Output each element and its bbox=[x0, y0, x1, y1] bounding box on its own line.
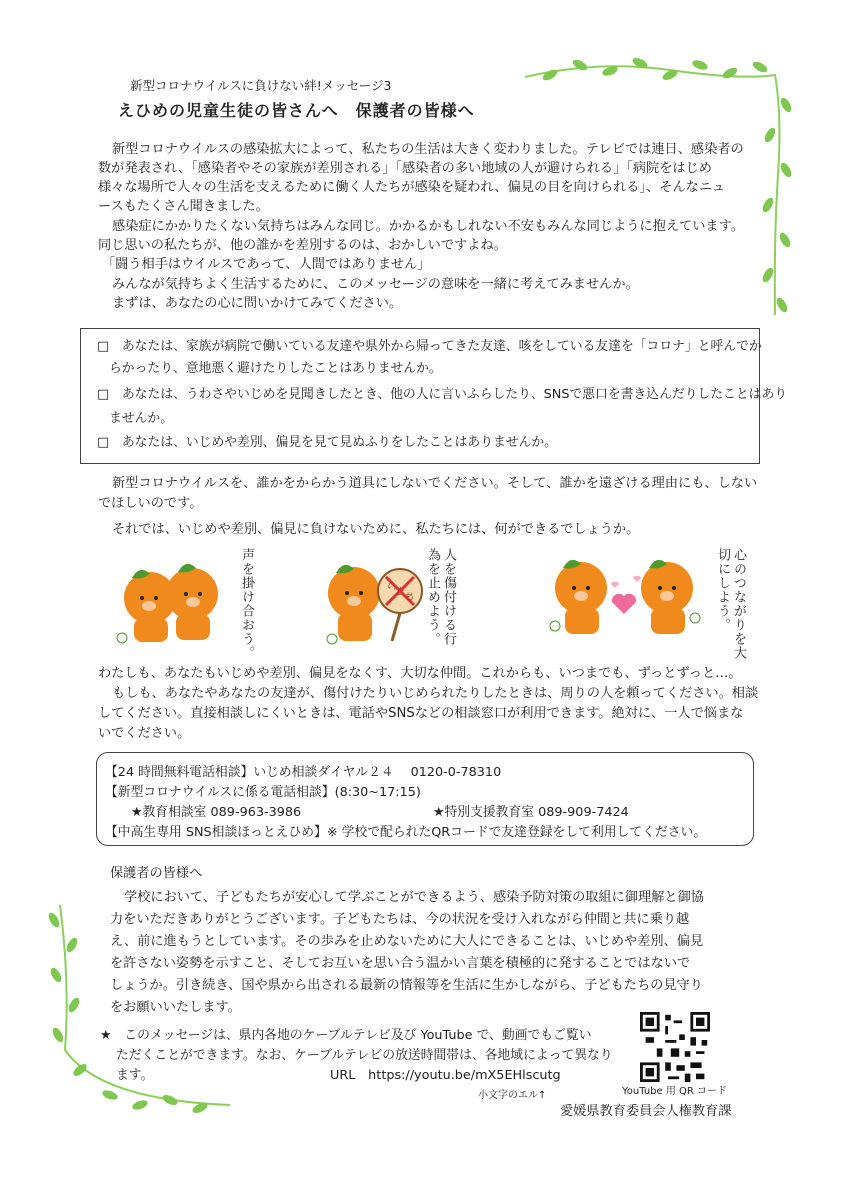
intro-line: 新型コロナウイルスの感染拡大によって、私たちの生活は大きく変わりました。テレビでは連日、感染者の bbox=[112, 142, 744, 157]
parents-line: え、前に進もうとしています。その歩みを止めないために大人にできることは、いじめや差別、偏見 bbox=[110, 934, 704, 949]
parents-line: を許さない姿勢を示すこと、そしてお互いを思い合う温かい言葉を積極的に発することではないで bbox=[110, 956, 691, 971]
mascot-hearts-illustration bbox=[545, 552, 710, 642]
video-note-line: ます。 bbox=[116, 1068, 154, 1083]
contact-24h-dial: 【24 時間無料電話相談】いじめ相談ダイヤル２４ 0120-0-78310 bbox=[105, 765, 502, 780]
intro-line: 様々な場所で人々の生活を支えるために働く人たちが感染を疑われ、偏見の目を向けられる」、そんなニュ bbox=[98, 180, 726, 195]
closing-line: わたしも、あなたもいじめや差別、偏見をなくす、大切な仲間。これからも、いつまでも、ずっとずっと…。 bbox=[98, 666, 742, 681]
mascot-pair-illustration bbox=[110, 560, 240, 650]
intro-line: まずは、あなたの心に問いかけてみてください。 bbox=[112, 296, 403, 311]
parents-heading: 保護者の皆様へ bbox=[110, 866, 203, 881]
parents-line: 力をいただきありがとうございます。子どもたちは、今の状況を受け入れながら仲間と共に乗り越 bbox=[110, 912, 690, 927]
page-title: えひめの児童生徒の皆さんへ 保護者の皆様へ bbox=[118, 101, 475, 120]
check-item: □ あなたは、うわさやいじめを見聞きしたとき、他の人に言いふらしたり、SNSで悪口を書き込んだりしたことはあり bbox=[97, 387, 788, 402]
video-note-line: ★ このメッセージは、県内各地のケーブルテレビ及び YouTube で、動画でもご覧い bbox=[100, 1028, 592, 1043]
slogan-call-out: 声を掛け合おう。 bbox=[239, 548, 254, 660]
check-item: □ あなたは、家族が病院で働いている友達や県外から帰ってきた友達、咳をしている友達を「コロナ」と呼んでか bbox=[97, 339, 762, 354]
contact-special-support: ★特別支援教育室 089-909-7424 bbox=[433, 805, 629, 820]
check-item: □ あなたは、いじめや差別、偏見を見て見ぬふりをしたことはありませんか。 bbox=[97, 435, 557, 450]
parents-line: をお願いいたします。 bbox=[110, 1000, 241, 1015]
url-hint: 小文字のエル↑ bbox=[478, 1090, 547, 1101]
closing-line: してください。直接相談しにくいときは、電話やSNSなどの相談窓口が利用できます。絶対に、一人で悩まな bbox=[98, 706, 744, 721]
consultation-contacts-box bbox=[96, 752, 754, 846]
intro-line: 感染症にかかりたくない気持ちはみんな同じ。かかるかもしれない不安もみんな同じように抱えています。 bbox=[112, 219, 744, 234]
stop-sign-label: いじめ bbox=[384, 579, 416, 605]
self-check-box bbox=[80, 328, 788, 464]
message-subtitle: 新型コロナウイルスに負けない絆!メッセージ3 bbox=[130, 78, 392, 93]
parents-line: しょうか。引き続き、国や県から出される最新の情報等を生活に生かしながら、子どもたちの見守り bbox=[110, 978, 703, 993]
slogan-stop-hurting: 人を傷付ける行為を止めよう。 bbox=[425, 548, 456, 646]
contact-sns: 【中高生専用 SNS相談ほっとえひめ】※ 学校で配られたQRコードで友達登録をして利用してください。 bbox=[105, 825, 707, 840]
middle-line: 新型コロナウイルスを、誰かをからかう道具にしないでください。そして、誰かを遠ざける理由にも、しない bbox=[112, 476, 758, 491]
contact-education-office: ★教育相談室 089-963-3986 bbox=[131, 805, 302, 820]
check-item-cont: らかったり、意地悪く避けたりしたことはありませんか。 bbox=[109, 361, 442, 376]
middle-line: でほしいのです。 bbox=[98, 496, 203, 511]
closing-line: いでください。 bbox=[98, 726, 191, 741]
closing-line: もしも、あなたやあなたの友達が、傷付けたりいじめられたりしたときは、周りの人を頼ってください。相談 bbox=[112, 686, 759, 701]
middle-line: それでは、いじめや差別、偏見に負けないために、私たちには、何ができるでしょうか。 bbox=[112, 522, 640, 537]
video-note-line: ただくことができます。なお、ケーブルテレビの放送時間帯は、各地域によって異なり bbox=[116, 1048, 613, 1063]
intro-line: 「闘う相手はウイルスであって、人間ではありません」 bbox=[102, 257, 431, 272]
intro-line: ースもたくさん聞きました。 bbox=[98, 199, 269, 214]
intro-line: みんなが気持ちよく生活するために、このメッセージの意味を一緒に考えてみませんか。 bbox=[112, 277, 639, 292]
organization-name: 愛媛県教育委員会人権教育課 bbox=[560, 1104, 732, 1119]
intro-line: 同じ思いの私たちが、他の誰かを差別するのは、おかしいですよね。 bbox=[98, 238, 507, 253]
intro-line: 数が発表され、「感染者やその家族が差別される」「感染者の多い地域の人が避けられる」「病院をはじめ bbox=[98, 161, 712, 176]
check-item-cont: ませんか。 bbox=[109, 411, 173, 426]
youtube-url[interactable]: URL https://youtu.be/mX5EHlscutg bbox=[330, 1068, 561, 1083]
contact-covid-heading: 【新型コロナウイルスに係る電話相談】(8:30~17:15) bbox=[105, 785, 421, 800]
qr-caption: YouTube 用 QR コード bbox=[622, 1086, 728, 1097]
parents-line: 学校において、子どもたちが安心して学ぶことができるよう、感染予防対策の取組に御理解と御協 bbox=[124, 890, 704, 905]
youtube-qr-code[interactable] bbox=[640, 1012, 710, 1082]
slogan-heart-connection: 心のつながりを大切にしよう。 bbox=[715, 548, 746, 660]
